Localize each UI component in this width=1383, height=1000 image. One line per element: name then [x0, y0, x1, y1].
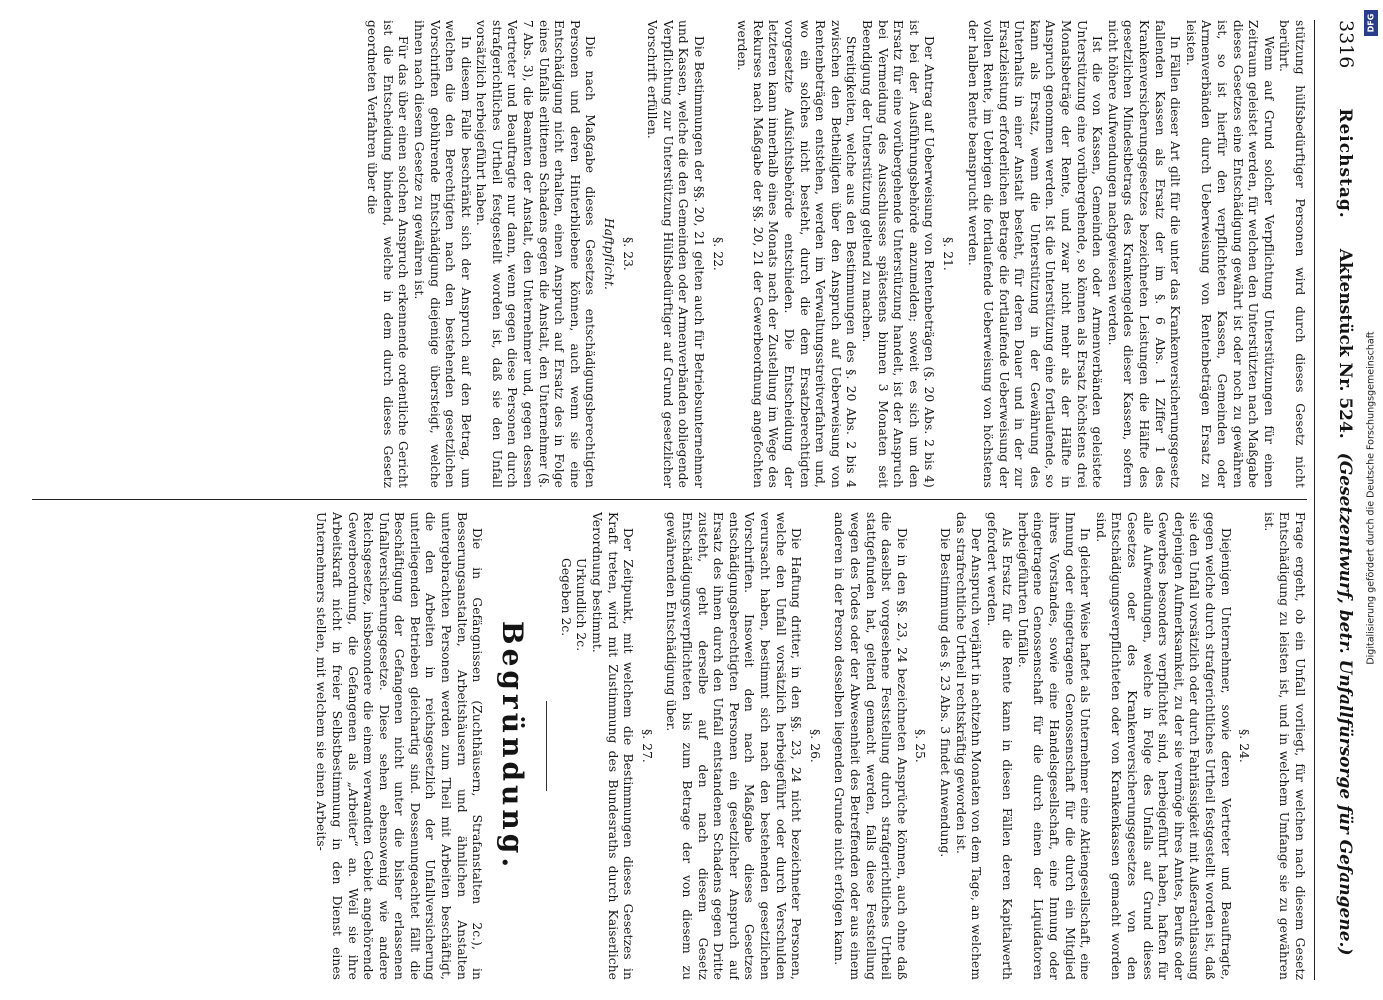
section-heading-27: §. 27. [639, 729, 654, 763]
begruendung-heading: Begründung. [495, 620, 529, 872]
paragraph: stützung hülfsbedürftiger Personen wird durch dieses Gesetz nicht berührt. [1276, 20, 1307, 488]
paragraph: Ist die von Kassen, Gemeinden oder Armenverbänden geleistete Unterstützung eine vorübergehende, so können als Ersatz höchstens drei Monatsbeträge der Rente, und zwar nicht mehr als der Hälfte in Anspruch genommen werden. Ist die Unterstützung eine fortlaufende, so kann als Ersatz, wenn die Unterstützung in der Gewährung des Unterhalts in einer Anstalt besteht, für deren Dauer und in der zur Ersatzleistung erforderlichen Betrage die fortlaufende Ueberweisung der vollen Rente, im Uebrigen die fortlaufende Ueberweisung von höchstens der halben Rente beansprucht werden. [965, 20, 1104, 488]
short-rule [546, 701, 547, 791]
left-column [32, 20, 1307, 488]
digitization-note: Digitalisierung gefördert durch die Deutsche Forschungsgemeinschaft [1365, 331, 1377, 665]
column-divider [32, 499, 1307, 500]
page-number: 3316 [1334, 20, 1357, 69]
paragraph: Die in Gefängnissen (Zuchthäusern, Strafanstalten 2c.), in Besserungsanstalten, Arbeitshäusern und ähnlichen Anstalten untergebrachten Personen werden zum Theil mit Arbeiten beschäftigt, die den Arbeiten in reichsgesetzlich der Unfallversicherung unterliegenden Betrieben gleichartig sind. Dessenungeachtet fällt die Beschäftigung der Gefangenen nicht unter die bisher erlassenen Unfallversicherungsgesetze. Diese sehen ebensowenig wie andere Reichsgesetze, insbesondere die einem verwandten Gebiet angehörende Gewerbeordnung, die Gefangenen als „Arbeiter“ an. Weil sie ihre Arbeitskraft nicht in freier Selbstbestimmung in den Dienst eines Unternehmers stellen, mit welchem sie einen Arbeits- [313, 512, 484, 980]
right-column [32, 512, 1307, 980]
paragraph: Der Antrag auf Ueberweisung von Rentenbeträgen (§. 20 Abs. 2 bis 4) ist bei der Ausführungsbehörde anzumelden; soweit es sich um den Ersatz für eine vorübergehende Unterstützung handelt, ist der Anspruch bei Vermeidung des Ausschlusses spätestens binnen 3 Monaten seit Beendigung der Unterstützung geltend zu machen. [859, 20, 936, 488]
rotated-page-content [27, 20, 1357, 980]
section-heading-21: §. 21. [940, 237, 955, 271]
paragraph: Diejenigen Unternehmer, sowie deren Vertreter und Beauftragte, gegen welche durch strafgerichtliches Urtheil festgestellt worden ist, daß sie den Unfall vorsätzlich oder durch Fahrlässigkeit mit Außerachtlassung derjenigen Aufmerksamkeit, zu der sie vermöge ihres Amtes, Berufs oder Gewerbes besonders verpflichtet sind, herbeigeführt haben, haften für alle Aufwendungen, welche in Folge des Unfalls auf Grund dieses Gesetzes oder des Krankenversicherungsgesetzes von den Entschädigungsverpflichteten oder von Krankenkassen gemacht worden sind. [1093, 512, 1233, 980]
paragraph: Die nach Maßgabe dieses Gesetzes entschädigungsberechtigten Personen und deren Hinterbliebene können, auch wenn sie eine Entschädigung nicht erhalten, einen Anspruch auf Ersatz des in Folge eines Unfalls erlittenen Schadens gegen die Anstalt, den Unternehmer (§. 7 Abs. 3), die Beamten der Anstalt, den Unternehmer und, gegen dessen Vertreter und Beauftragte nur dann, wenn gegen diese Personen durch strafgerichtliches Urtheil festgestellt worden ist, daß sie den Unfall vorsätzlich herbeigeführt haben. [473, 20, 597, 488]
closing-line: Urkundlich 2c. [573, 558, 588, 652]
aktenstueck-number: Aktenstück Nr. 524. [1334, 248, 1355, 439]
paragraph: Die in den §§. 23, 24 bezeichneten Ansprüche können, auch ohne daß die daselbst vorgesehene Feststellung durch strafgerichtliches Urtheil stattgefunden hat, geltend gemacht werden, falls diese Feststellung wegen des Todes oder der Abwesenheit des Betreffenden oder aus einem anderen in der Person desselben liegenden Grunde nicht erfolgen kann. [831, 512, 909, 980]
paragraph: In Fällen dieser Art gilt für die unter das Krankenversicherungsgesetz fallenden Kassen als Ersatz der im §. 6 Abs. 1 Ziffer 1 des Krankenversicherungsgesetzes bezeichneten Leistungen die Hälfte des gesetzlichen Mindestbetrags des Krankengeldes dieser Kassen, sofern nicht höhere Aufwendungen nachgewiesen werden. [1105, 20, 1182, 488]
section-subtitle: Haftpflicht. [601, 217, 616, 291]
section-heading-22: §. 22. [710, 237, 725, 271]
paragraph: Frage ergeht, ob ein Unfall vorliegt, für welchen nach diesem Gesetz Entschädigung zu leisten ist, und in welchem Umfange sie zu gewähren ist. [1261, 512, 1307, 980]
paragraph: Wenn auf Grund solcher Verpflichtung Unterstützungen für einen Zeitraum geleistet werden, für welchen den Unterstützten nach Maßgabe dieses Gesetzes eine Entschädigung gewährt ist oder noch zu gewähren ist, so ist hierfür den verpflichteten Kassen, Gemeinden oder Armenverbänden durch Ueberweisung von Rentenbeträgen Ersatz zu leisten. [1183, 20, 1276, 488]
paragraph: Für das über einen solchen Anspruch erkennende ordentliche Gericht ist die Entscheidung bindend, welche in dem durch dieses Gesetz geordneten Verfahren über die [364, 20, 410, 488]
header-rule [1314, 20, 1315, 980]
running-title: Reichstag. [1334, 108, 1355, 219]
digitization-stamp [1363, 8, 1379, 988]
section-heading-24: §. 24. [1236, 729, 1251, 763]
paragraph: Der Anspruch verjährt in achtzehn Monaten von dem Tage, an welchem das strafrechtliche Urtheil rechtskräftig geworden ist. [953, 512, 983, 980]
section-heading-26: §. 26. [807, 729, 822, 763]
paragraph: Der Zeitpunkt, mit welchem die Bestimmungen dieses Gesetzes in Kraft treten, wird mit Zustimmung des Bundesraths durch Kaiserliche Verordnung bestimmt. [589, 512, 635, 980]
section-heading-25: §. 25. [912, 729, 927, 763]
page-header [1317, 20, 1357, 980]
paragraph: Die Bestimmungen der §§. 20, 21 gelten auch für Betriebsunternehmer und Kassen, welche die den Gemeinden oder Armenverbänden obliegende Verpflichtung zur Unterstützung Hülfsbedürftiger auf Grund gesetzlicher Vorschrift erfüllen. [644, 20, 706, 488]
section-heading-23: §. 23. [620, 237, 635, 271]
document-title: (Gesetzentwurf, betr. Unfallfürsorge für Gefangene.) [1334, 452, 1355, 956]
paragraph: Die Bestimmung des §. 23 Abs. 3 findet Anwendung. [937, 528, 952, 858]
closing-line: Gegeben 2c. [558, 558, 573, 637]
paragraph: In gleicher Weise haftet als Unternehmer eine Aktiengesellschaft, eine Innung oder eingetragene Genossenschaft für die durch ein Mitglied ihres Vorstandes, sowie eine Handelsgesellschaft, eine Innung oder eingetragene Genossenschaft für die durch einen der Liquidatoren herbeigeführten Unfälle. [1015, 512, 1092, 980]
paragraph: Die Haftung dritter, in den §§. 23, 24 nicht bezeichneter Personen, welche den Unfall vorsätzlich herbeigeführt oder durch Verschulden verursacht haben, bestimmt sich nach den bestehenden gesetzlichen Vorschriften. Insoweit den nach Maßgabe dieses Gesetzes entschädigungsberechtigten Personen ein gesetzlicher Anspruch auf Ersatz des ihnen durch den Unfall entstandenen Schadens gegen Dritte zusteht, geht derselbe auf den nach diesem Gesetz Entschädigungsverpflichteten bis zum Betrage der von diesem zu gewährenden Entschädigung über. [663, 512, 803, 980]
paragraph: Streitigkeiten, welche aus den Bestimmungen des §. 20 Abs. 2 bis 4 zwischen den Betheiligten über den Anspruch auf Ueberweisung von Rentenbeträgen entstehen, werden im Verwaltungsstreitverfahren und, wo ein solches nicht besteht, durch die dem Ersatzberechtigten vorgesetzte Aufsichtsbehörde entschieden. Die Entscheidung der letzteren kann innerhalb eines Monats nach der Zustellung im Wege des Rekurses nach Maßgabe der §§. 20, 21 der Gewerbeordnung angefochten werden. [734, 20, 858, 488]
paragraph: In diesem Falle beschränkt sich der Anspruch auf den Betrag, um welchen die den Berechtigten nach den bestehenden gesetzlichen Vorschriften gebührende Entschädigung diejenige übersteigt, welche ihnen nach diesem Gesetze zu gewähren ist. [411, 20, 473, 488]
dfg-logo-label: DFG [1366, 13, 1376, 33]
paragraph: Als Ersatz für die Rente kann in diesen Fällen deren Kapitalwerth gefordert werden. [984, 512, 1014, 980]
dfg-logo [1364, 10, 1378, 36]
